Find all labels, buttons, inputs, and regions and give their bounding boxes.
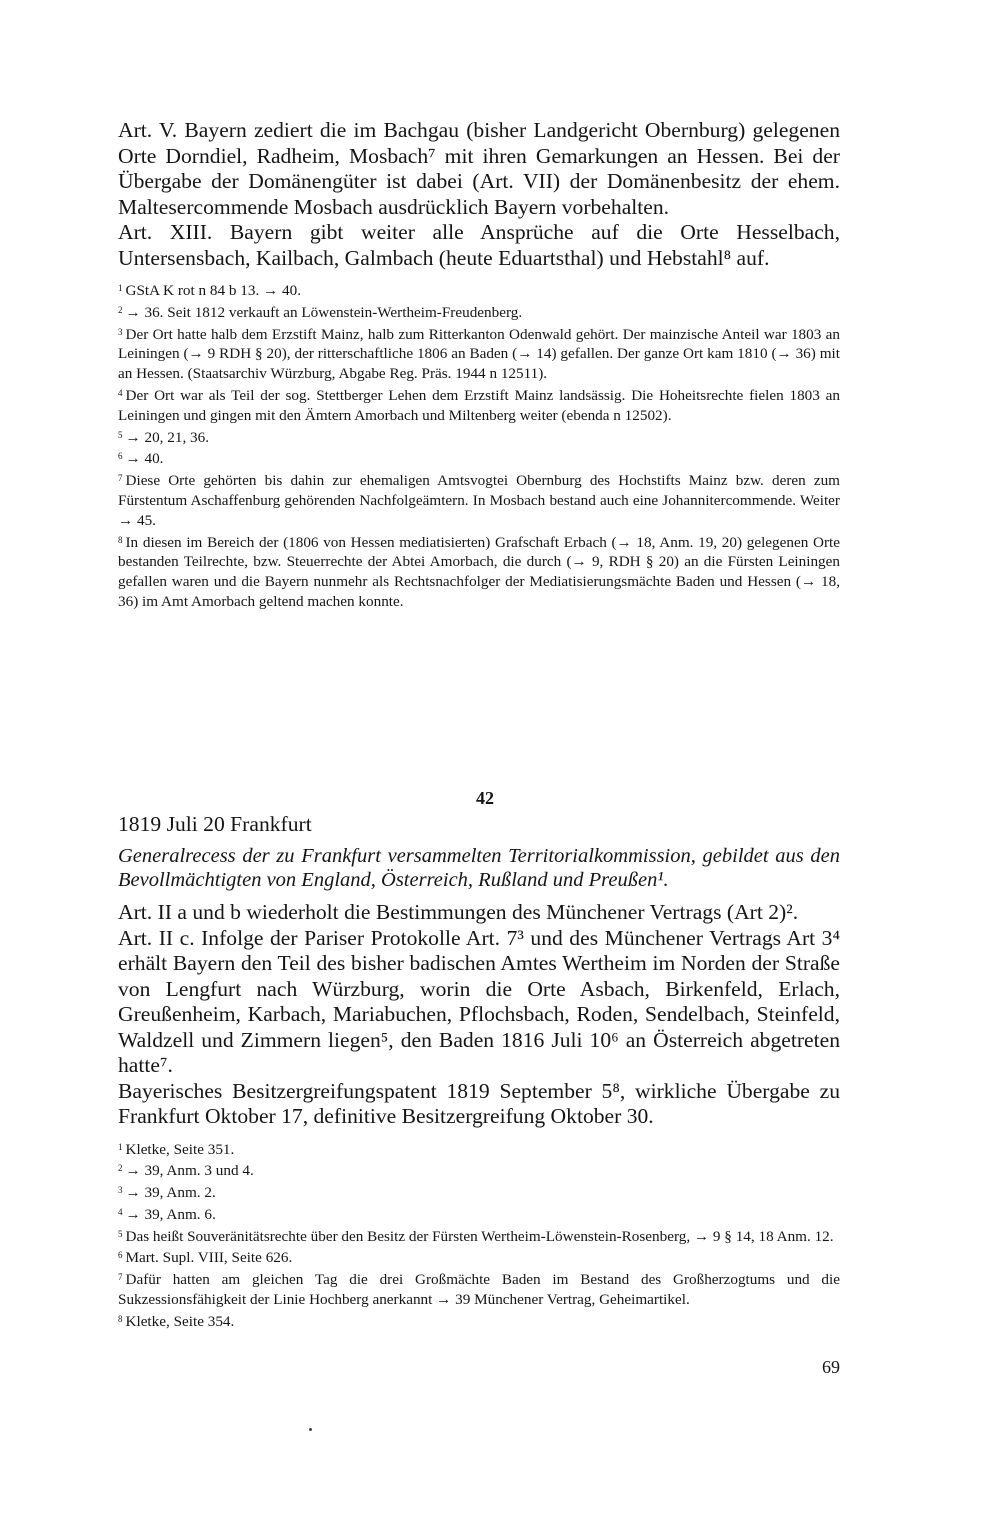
section-2 [118, 810, 840, 1332]
footnote: $^2$ → 36. Seit 1812 verkauft an Löwenstein-Wertheim-Freudenberg. [118, 303, 523, 321]
paragraph-art-ii-ab: Art. II a und b wiederholt die Bestimmungen des Münchener Vertrags (Art 2)². [118, 900, 799, 924]
footnote: $^7$ Dafür hatten am gleichen Tag die drei Großmächte Baden im Bestand des Großherzogtums und die Sukzessionsfähigkeit der Linie Hochberg anerkannt → 39 Münchener Vertrag, Geheimartikel. [118, 1271, 840, 1309]
paragraph-art-xiii: Art. XIII. Bayern gibt weiter alle Ansprüche auf die Orte Hesselbach, Untersensbach, Kailbach, Galmbach (heute Eduartsthal) und Hebstahl⁸ auf. [118, 220, 840, 270]
footnote: $^1$ Kletke, Seite 351. [118, 1140, 235, 1158]
section-1 [118, 118, 840, 612]
footnote: $^4$ → 39, Anm. 6. [118, 1205, 216, 1223]
date-line: 1819 Juli 20 Frankfurt [118, 812, 312, 836]
footnote: $^7$ Diese Orte gehörten bis dahin zur ehemaligen Amtsvogtei Obernburg des Hochstifts Mainz bzw. deren zum Fürstentum Aschaffenburg gehörenden Nachfolgeämtern. In Mosbach bestand auch eine Johannitercommende. Weiter → 45. [118, 472, 840, 529]
footnote: $^2$ → 39, Anm. 3 und 4. [118, 1162, 254, 1180]
footnote: $^6$ → 40. [118, 450, 164, 468]
scan-speck [309, 1428, 312, 1431]
document-number: 42 [476, 788, 494, 808]
footnote: $^3$ → 39, Anm. 2. [118, 1184, 216, 1202]
footnote: $^8$ Kletke, Seite 354. [118, 1312, 235, 1330]
footnote: $^4$ Der Ort war als Teil der sog. Stettberger Lehen dem Erzstift Mainz landsässig. Die Hoheitsrechte fielen 1803 an Leiningen und gingen mit den Ämtern Amorbach und Miltenberg weiter (ebenda n 12502). [118, 386, 840, 424]
footnote: $^5$ Das heißt Souveränitätsrechte über den Besitz der Fürsten Wertheim-Löwenstein-Rosenberg, → 9 § 14, 18 Anm. 12. [118, 1227, 834, 1245]
paragraph-art-ii-c: Art. II c. Infolge der Pariser Protokolle Art. 7³ und des Münchener Vertrags Art 3⁴ erhält Bayern den Teil des bisher badischen Amtes Wertheim im Norden der Straße von Lengfurt nach Würzburg, worin die Orte Asbach, Birkenfeld, Erlach, Greußenheim, Karbach, Mariabuchen, Pflochsbach, Roden, Sendelbach, Steinfeld, Waldzell und Zimmern liegen⁵, den Baden 1816 Juli 10⁶ an Österreich abgetreten hatte⁷. [118, 925, 840, 1077]
footnote: $^1$ GStA K rot n 84 b 13. → 40. [118, 282, 302, 299]
paragraph-besitzergreifung: Bayerisches Besitzergreifungspatent 1819 September 5⁸, wirkliche Übergabe zu Frankfurt Oktober 17, definitive Besitzergreifung Oktober 30. [118, 1078, 840, 1128]
paragraph-art-v: Art. V. Bayern zediert die im Bachgau (bisher Landgericht Obernburg) gelegenen Orte Dorndiel, Radheim, Mosbach⁷ mit ihren Gemarkungen an Hessen. Bei der Übergabe der Domänengüter ist dabei (Art. VII) der Domänenbesitz der ehem. Maltesercommende Mosbach ausdrücklich Bayern vorbehalten. [118, 118, 840, 219]
document-title: Generalrecess der zu Frankfurt versammelten Territorialkommission, gebildet aus den Bevollmächtigten von England, Österreich, Rußland und Preußen¹. [118, 845, 840, 891]
footnote: $^6$ Mart. Supl. VIII, Seite 626. [118, 1249, 293, 1267]
footnotes-section-2 [118, 1138, 840, 1332]
footnote: $^5$ → 20, 21, 36. [118, 428, 210, 446]
footnotes-section-1 [118, 279, 840, 612]
footnote: $^8$ In diesen im Bereich der (1806 von Hessen mediatisierten) Grafschaft Erbach (→ 18, Anm. 19, 20) gelegenen Orte bestanden Teilrechte, bzw. Steuerrechte der Abtei Amorbach, die durch (→ 9, RDH § 20) an die Fürsten Leiningen gefallen waren und die Bayern nunmehr als Rechtsnachfolger der Mediatisierungsmächte Baden und Hessen (→ 18, 36) im Amt Amorbach geltend machen konnte. [118, 533, 840, 610]
footnote: $^3$ Der Ort hatte halb dem Erzstift Mainz, halb zum Ritterkanton Odenwald gehört. Der mainzische Anteil war 1803 an Leiningen (→ 9 RDH § 20), der ritterschaftliche 1806 an Baden (→ 14) gefallen. Der ganze Ort kam 1810 (→ 36) mit an Hessen. (Staatsarchiv Würzburg, Abgabe Reg. Präs. 1944 n 12511). [118, 325, 840, 383]
page-number: 69 [822, 1357, 840, 1377]
